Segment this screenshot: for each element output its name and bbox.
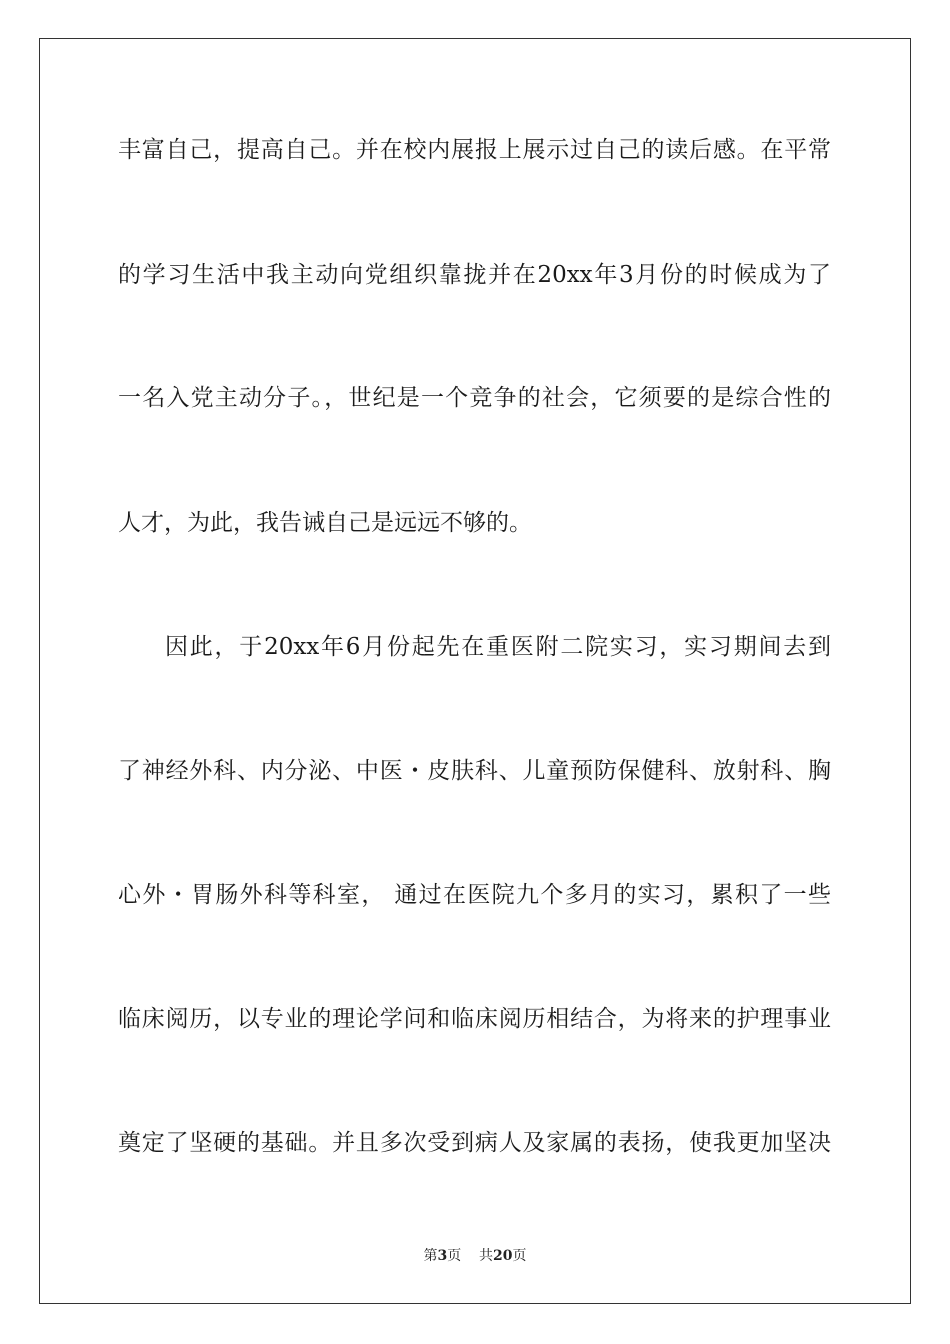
page-prefix: 第 (423, 1248, 438, 1264)
total-prefix: 共 (479, 1248, 494, 1264)
paragraph-line: 了神经外科、内分泌、中医・皮肤科、儿童预防保健科、放射科、胸 (118, 758, 831, 784)
paragraph-line: 的学习生活中我主动向党组织靠拢并在20xx年3月份的时候成为了 (118, 262, 831, 288)
paragraph-line: 一名入党主动分子。，世纪是一个竞争的社会，它须要的是综合性的 (118, 385, 831, 411)
paragraph-line: 人才，为此，我告诫自己是远远不够的。 (118, 510, 532, 536)
page-suffix: 页 (447, 1248, 462, 1264)
paragraph-line: 心外・胃肠外科等科室， 通过在医院九个多月的实习，累积了一些 (118, 882, 831, 908)
paragraph-line: 奠定了坚硬的基础。并且多次受到病人及家属的表扬，使我更加坚决 (118, 1130, 831, 1156)
paragraph-line: 丰富自己，提高自己。并在校内展报上展示过自己的读后感。在平常 (118, 137, 831, 163)
page-number: 3 (437, 1248, 448, 1264)
total-pages: 20 (493, 1248, 513, 1264)
page-footer (0, 1246, 950, 1266)
total-suffix: 页 (512, 1248, 527, 1264)
paragraph-line: 因此，于20xx年6月份起先在重医附二院实习，实习期间去到 (165, 634, 831, 660)
page-border (39, 38, 911, 1304)
paragraph-line: 临床阅历，以专业的理论学问和临床阅历相结合，为将来的护理事业 (118, 1006, 831, 1032)
